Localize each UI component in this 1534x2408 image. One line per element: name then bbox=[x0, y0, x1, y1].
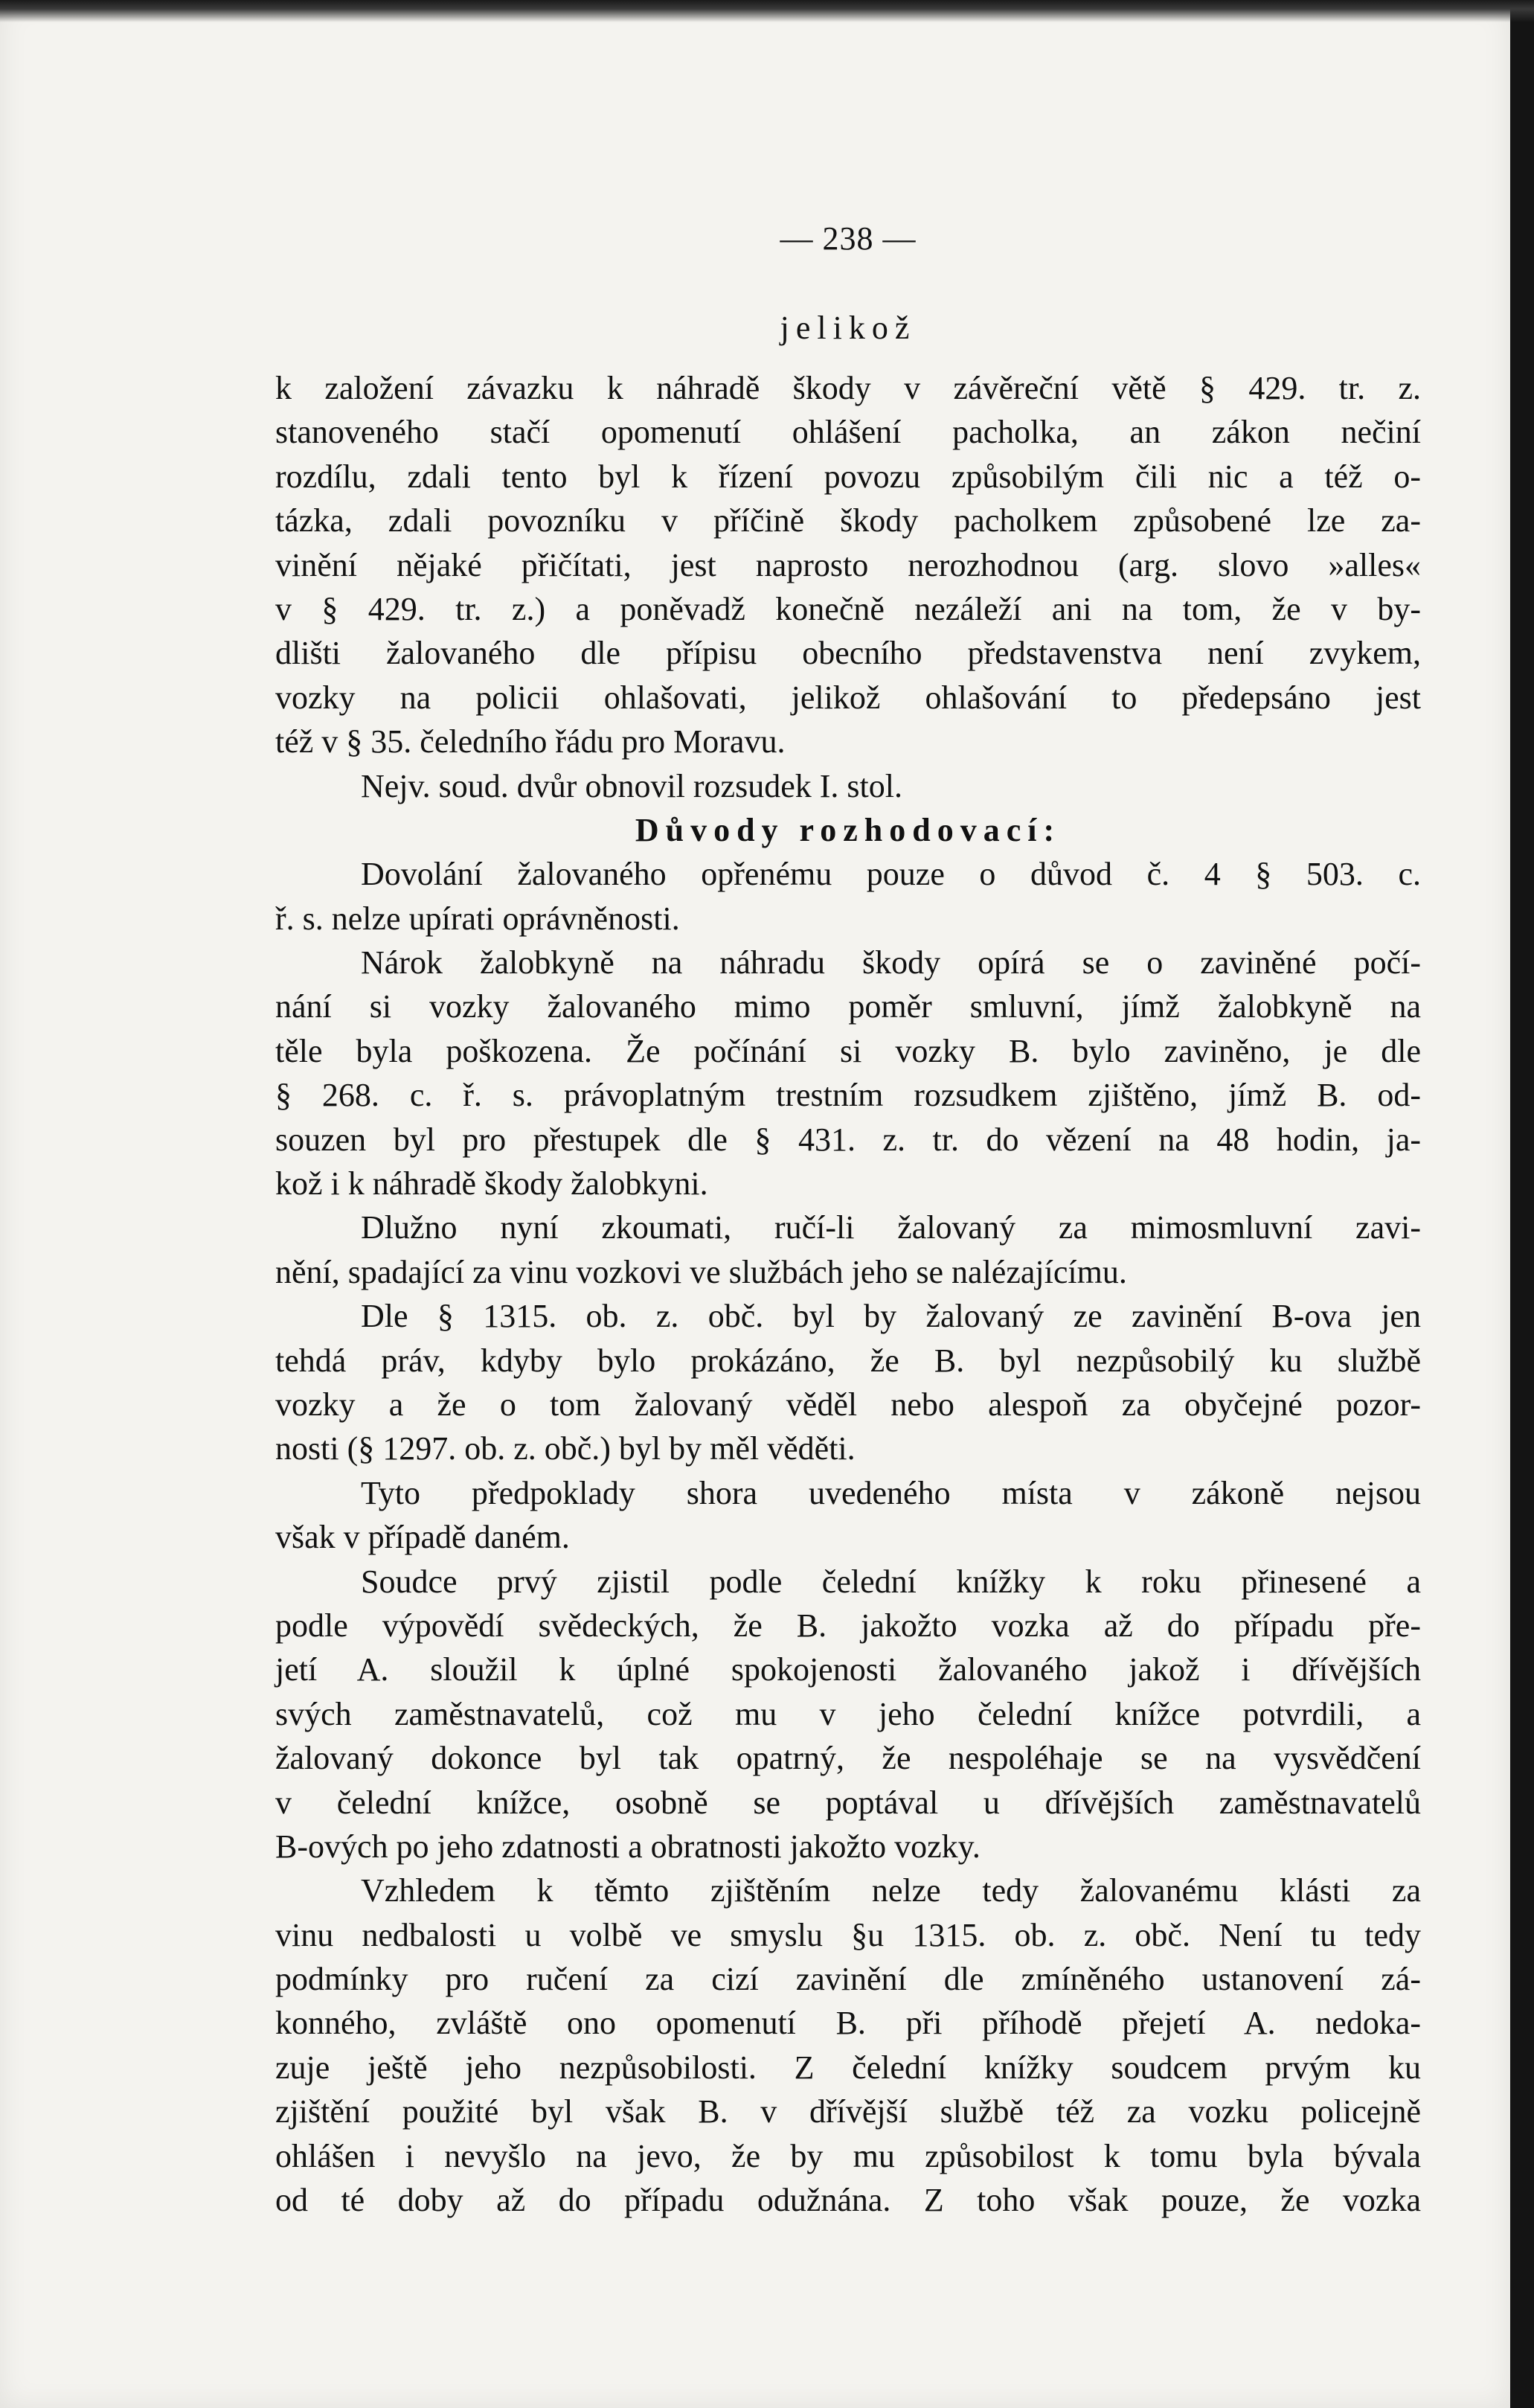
text-line: Vzhledem k těmto zjištěním nelze tedy žalovanému klásti za bbox=[361, 1872, 1421, 1909]
text-line: Dovolání žalovaného opřenému pouze o důvod č. 4 § 503. c. bbox=[361, 856, 1421, 893]
text-line: konného, zvláště ono opomenutí B. při příhodě přejetí A. nedoka- bbox=[275, 2005, 1421, 2042]
text-line: nění, spadající za vinu vozkovi ve službách jeho se nalézajícímu. bbox=[275, 1253, 1127, 1290]
section-heading: Důvody rozhodovací: bbox=[635, 811, 1062, 848]
text-line: ohlášen i nevyšlo na jevo, že by mu způsobilost k tomu byla bývala bbox=[275, 2137, 1421, 2174]
body-text bbox=[275, 366, 1421, 2222]
text-line: v § 429. tr. z.) a poněvadž konečně nezáleží ani na tom, že v by- bbox=[275, 590, 1421, 627]
text-line: podmínky pro ručení za cizí zavinění dle zmíněného ustanovení zá- bbox=[275, 1961, 1421, 1998]
text-line: svých zaměstnavatelů, což mu v jeho čelední knížce potvrdili, a bbox=[275, 1695, 1421, 1732]
text-line: zjištění použité byl však B. v dřívější službě též za vozku policejně bbox=[275, 2093, 1421, 2130]
text-line: vinu nedbalosti u volbě ve smyslu §u 1315. ob. z. obč. Není tu tedy bbox=[275, 1916, 1421, 1953]
text-line: podle výpovědí svědeckých, že B. jakožto vozka až do případu pře- bbox=[275, 1607, 1421, 1644]
text-line: kož i k náhradě škody žalobkyni. bbox=[275, 1165, 708, 1203]
text-line: zuje ještě jeho nezpůsobilosti. Z čelední knížky soudcem prvým ku bbox=[275, 2049, 1421, 2086]
text-line: jetí A. sloužil k úplné spokojenosti žalovaného jakož i dřívějších bbox=[275, 1651, 1421, 1688]
text-line: Soudce prvý zjistil podle čelední knížky k roku přinesené a bbox=[361, 1563, 1421, 1600]
text-line: dlišti žalovaného dle přípisu obecního představenstva není zvykem, bbox=[275, 635, 1421, 672]
text-line: B-ových po jeho zdatnosti a obratnosti jakožto vozky. bbox=[275, 1828, 981, 1865]
text-line: ř. s. nelze upírati oprávněnosti. bbox=[275, 900, 680, 937]
text-line: těle byla poškozena. Že počínání si vozky B. bylo zaviněno, je dle bbox=[275, 1032, 1421, 1069]
text-line: Dle § 1315. ob. z. obč. byl by žalovaný ze zavinění B-ova jen bbox=[361, 1298, 1421, 1335]
text-line: souzen byl pro přestupek dle § 431. z. tr. do vězení na 48 hodin, ja- bbox=[275, 1121, 1421, 1158]
text-line: Dlužno nyní zkoumati, ručí-li žalovaný za mimosmluvní zavi- bbox=[361, 1209, 1421, 1246]
text-line: vozky na policii ohlašovati, jelikož ohlašování to předepsáno jest bbox=[275, 679, 1421, 716]
catch-word: jelikož bbox=[780, 310, 917, 346]
page-number: — 238 — bbox=[780, 220, 917, 257]
scan-top-edge bbox=[0, 0, 1534, 22]
text-line: stanoveného stačí opomenutí ohlášení pacholka, an zákon nečiní bbox=[275, 414, 1421, 451]
text-line: od té doby až do případu odužnána. Z toho však pouze, že vozka bbox=[275, 2182, 1421, 2219]
text-line: Nejv. soud. dvůr obnovil rozsudek I. stol. bbox=[361, 767, 902, 804]
text-line: Tyto předpoklady shora uvedeného místa v zákoně nejsou bbox=[361, 1474, 1421, 1511]
text-line: k založení závazku k náhradě škody v závěreční větě § 429. tr. z. bbox=[275, 370, 1421, 406]
text-line: Nárok žalobkyně na náhradu škody opírá se o zaviněné počí- bbox=[361, 944, 1421, 982]
text-line: vinění nějaké přičítati, jest naprosto nerozhodnou (arg. slovo »alles« bbox=[275, 546, 1421, 583]
text-line: tázka, zdali povozníku v příčině škody pacholkem způsobené lze za- bbox=[275, 502, 1421, 539]
text-line: však v případě daném. bbox=[275, 1519, 570, 1556]
text-line: v čelední knížce, osobně se poptával u dřívějších zaměstnavatelů bbox=[275, 1784, 1421, 1821]
text-line: vozky a že o tom žalovaný věděl nebo alespoň za obyčejné pozor- bbox=[275, 1386, 1421, 1423]
text-line: též v § 35. čeledního řádu pro Moravu. bbox=[275, 723, 786, 760]
text-line: rozdílu, zdali tento byl k řízení povozu způsobilým čili nic a též o- bbox=[275, 458, 1421, 495]
text-line: nání si vozky žalovaného mimo poměr smluvní, jímž žalobkyně na bbox=[275, 988, 1421, 1025]
text-line: žalovaný dokonce byl tak opatrný, že nespoléhaje se na vysvědčení bbox=[275, 1740, 1421, 1777]
text-line: tehdá práv, kdyby bylo prokázáno, že B. byl nezpůsobilý ku službě bbox=[275, 1342, 1421, 1379]
text-line: § 268. c. ř. s. právoplatným trestním rozsudkem zjištěno, jímž B. od- bbox=[275, 1077, 1421, 1114]
text-line: nosti (§ 1297. ob. z. obč.) byl by měl věděti. bbox=[275, 1430, 856, 1467]
